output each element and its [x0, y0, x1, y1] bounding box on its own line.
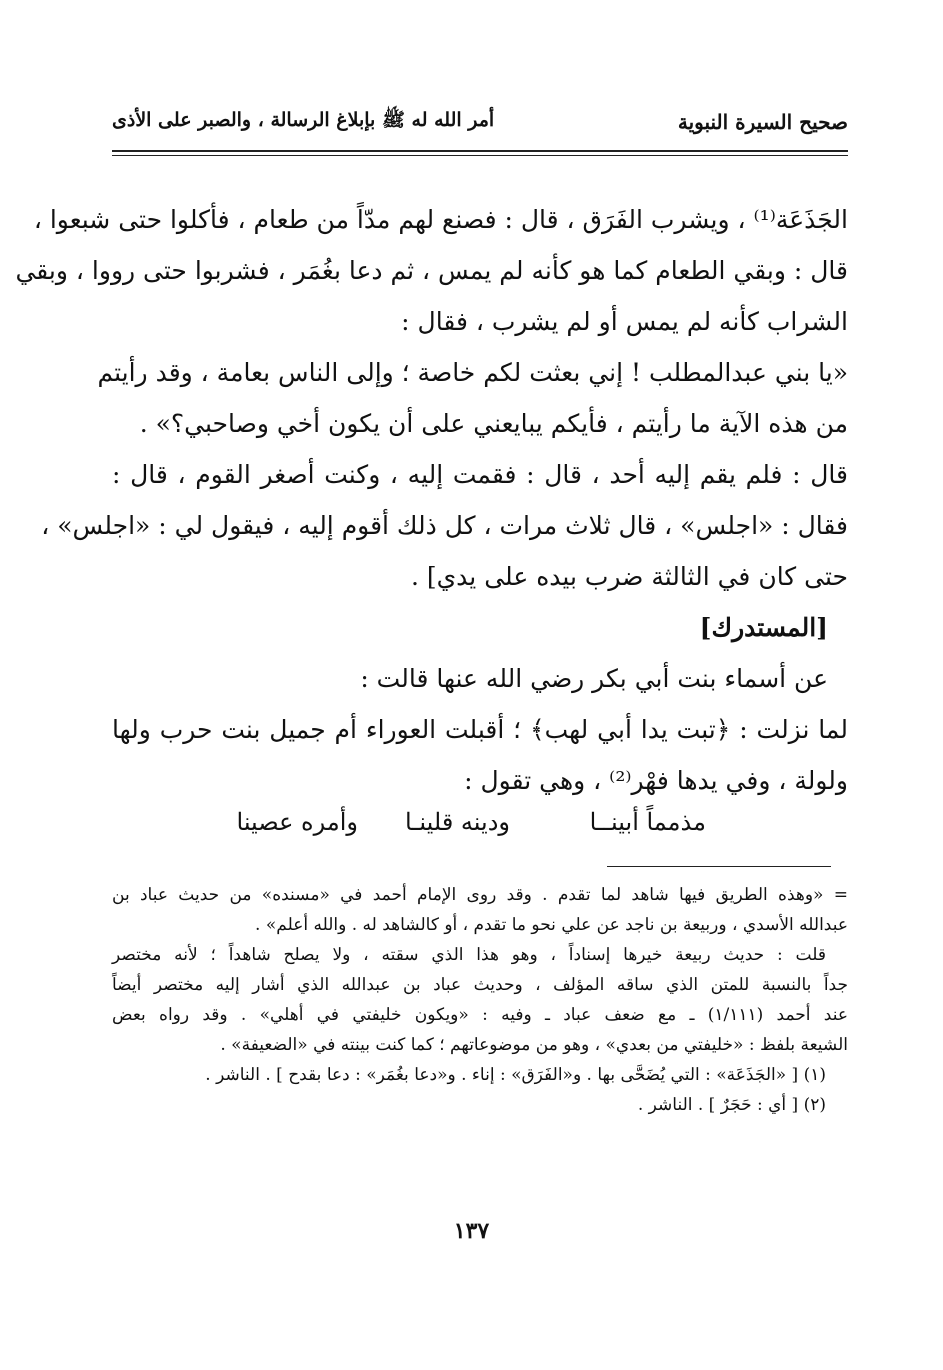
footnote-separator [607, 866, 831, 867]
footnote-line: (١) [ «الجَذَعَة» : التي يُضَحَّى بها . و«الفَرَق» : إناء . و«دعا بغُمَر» : دعا بقدح ] . الناشر . [205, 1065, 826, 1085]
footnote-line: جداً بالنسبة للمتن الذي ساقه المؤلف ، وحديث عباد بن عبدالله الذي أشار إليه مختصر أيضاً [112, 975, 848, 995]
verse-hemistich: مذمماً أبينــا [589, 808, 706, 836]
header-rule [112, 150, 848, 152]
verse-hemistich: وأمره عصينا [236, 808, 358, 836]
verse-hemistich: ودينه قلينـا [405, 808, 510, 836]
section-heading: [المستدرك] [699, 613, 828, 642]
chapter-title: أمر الله له ﷺ بإبلاغ الرسالة ، والصبر على الأذى [112, 109, 495, 131]
footnote-line: (٢) [ أي : حَجَرٌ ] . الناشر . [637, 1095, 826, 1115]
text-line: حتى كان في الثالثة ضرب بيده على يدي] . [410, 562, 848, 591]
text-line: ولولة ، وفي يدها فهْر⁽²⁾ ، وهي تقول : [464, 766, 848, 795]
text-line: «يا بني عبدالمطلب ! إني بعثت لكم خاصة ؛ وإلى الناس بعامة ، وقد رأيتم [97, 358, 848, 387]
footnote-line: عبدالله الأسدي ، وربيعة بن ناجد عن علي نحو ما تقدم ، أو كالشاهد له . والله أعلم» . [255, 915, 848, 935]
footnote-line: قلت : حديث ربيعة خيرها إسناداً ، وهو هذا الذي سقته ، ولا يصلح شاهداً ؛ لأنه مختصر [112, 945, 826, 965]
footnotes [112, 880, 848, 1120]
text-line: فقال : «اجلس» ، قال ثلاث مرات ، كل ذلك أقوم إليه ، فيقول لي : «اجلس» ، [41, 511, 848, 540]
page-number: ١٣٧ [453, 1218, 490, 1244]
main-text [15, 194, 848, 806]
footnote-line: عند أحمد (١/١١١) ـ مع ضعف عباد ـ وفيه : «ويكون خليفتي في أهلي» . وقد رواه بعض [112, 1005, 849, 1025]
text-line: الجَذَعَة⁽¹⁾ ، ويشرب الفَرَق ، قال : فصنع لهم مدّاً من طعام ، فأكلوا حتى شبعوا ، [33, 205, 848, 234]
footnote-line: = «وهذه الطريق فيها شاهد لما تقدم . وقد روى الإمام أحمد في «مسنده» من حديث عباد بن [112, 885, 848, 905]
poem-verse [112, 808, 848, 852]
text-line: من هذه الآية ما رأيتم ، فأيكم يبايعني على أن يكون أخي وصاحبي؟» . [139, 409, 848, 438]
header-rule-thin [112, 155, 848, 156]
text-line: الشراب كأنه لم يمس أو لم يشرب ، فقال : [401, 307, 848, 336]
text-line: قال : فلم يقم إليه أحد ، قال : فقمت إليه ، وكنت أصغر القوم ، قال : [112, 460, 848, 489]
text-line: لما نزلت : ﴿تبت يدا أبي لهب﴾ ؛ أقبلت العوراء أم جميل بنت حرب ولها [112, 715, 848, 744]
book-title: صحيح السيرة النبوية [677, 110, 848, 134]
text-line: قال : وبقي الطعام كما هو كأنه لم يمس ، ثم دعا بغُمَر ، فشربوا حتى رووا ، وبقي [15, 256, 848, 285]
footnote-line: الشيعة بلفظ : «خليفتي من بعدي» ، وهو من موضوعاتهم ؛ كما كنت بينته في «الضعيفة» . [220, 1035, 848, 1055]
text-line: عن أسماء بنت أبي بكر رضي الله عنها قالت : [360, 664, 828, 693]
running-header [112, 104, 848, 144]
